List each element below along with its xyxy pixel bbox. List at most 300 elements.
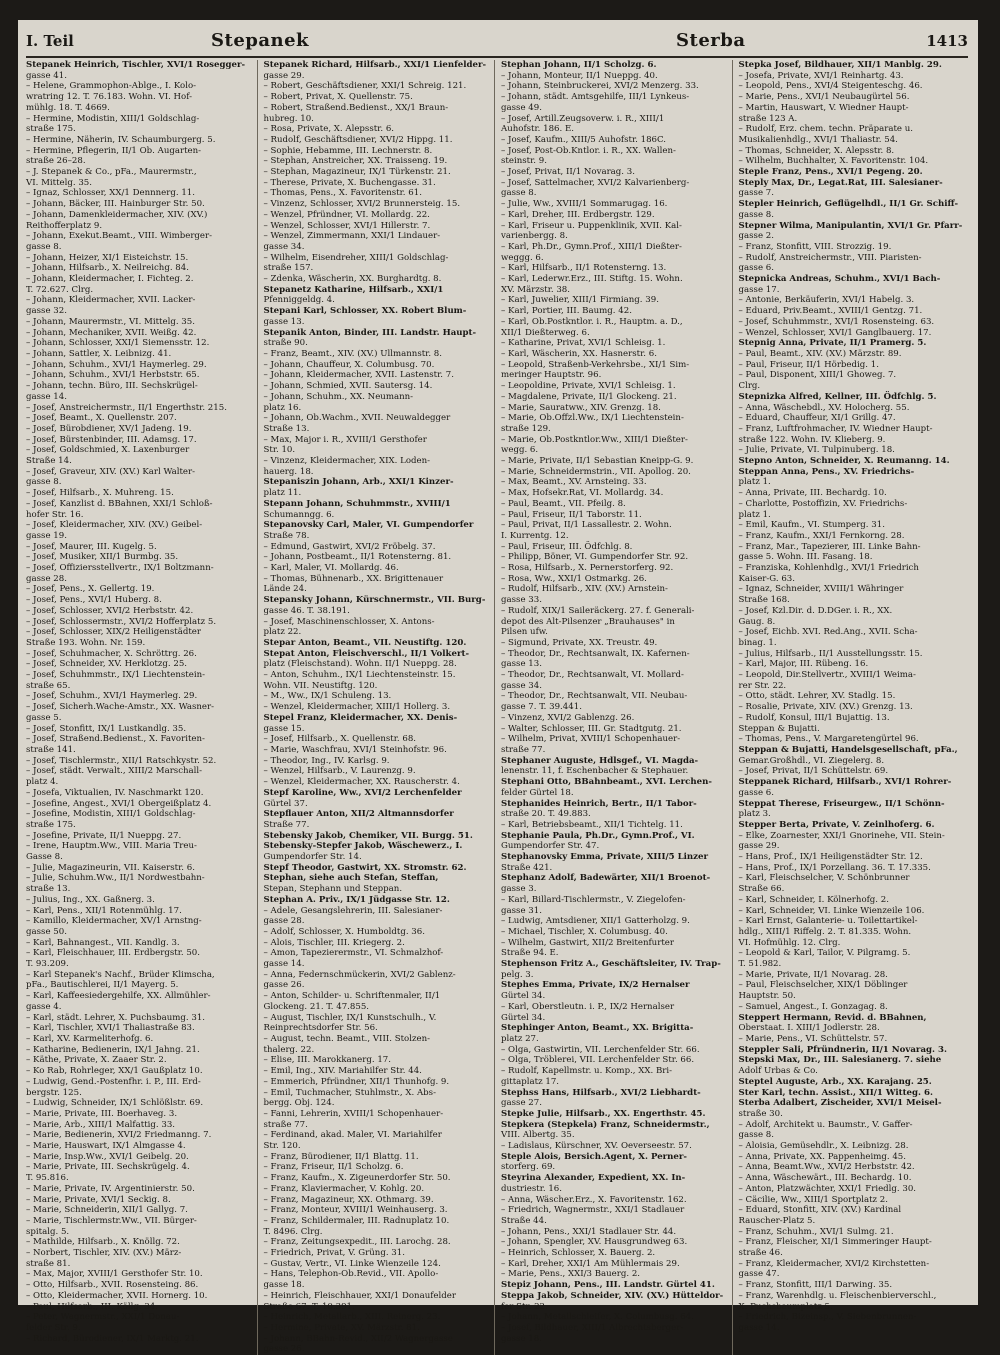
directory-entry-line: – Leopoldine, Private, XVI/1 Schleisg. 1. [501, 381, 676, 392]
directory-entry-line: Steyrina Alexander, Expedient, XX. In- [501, 1173, 686, 1184]
directory-entry-line: – Johann, Pens., XXI/1 Stadlauer Str. 44. [501, 1226, 677, 1237]
directory-entry-line: – Karl, Bahnangest., VII. Kandlg. 3. [26, 937, 180, 948]
directory-entry-line: – Stephan, Anstreicher, XX. Traisseng. 19. [263, 156, 448, 167]
directory-entry-line: – Josef, Bildhauer, XIII/1 Albrechtsberger- [501, 1322, 684, 1333]
directory-entry-line: – Karl, Schneider, VI. Linke Wienzeile 106. [738, 905, 925, 916]
directory-entry-line: Steppan & Bujatti. [738, 723, 820, 734]
directory-entry-line: – Karl, Dreher, XXI/1 Am Mühlermais 29. [501, 1258, 680, 1269]
directory-entry-line: gasse 46. T. 38.191. [263, 605, 350, 616]
directory-entry-line: Stepno Anton, Schneider, X. Reumanng. 14. [738, 456, 950, 467]
directory-entry-line: – Johann, Monteur, II/1 Nueppg. 40. [501, 70, 658, 81]
directory-entry-line: – Franz, Klaviermacher, V. Kohlg. 20. [263, 1183, 425, 1194]
column-4 [739, 60, 971, 1355]
directory-entry-line: gasse 13. [501, 659, 542, 670]
directory-entry-line: Wohn. VII. Neustiftg. 120. [263, 680, 378, 691]
directory-entry-line: – Josef, Artill.Zeugsoverw. i. R., XIII/1 [501, 113, 665, 124]
directory-entry-line: Sterba Adalbert, Zischeider, XVI/1 Meisel- [738, 1098, 942, 1109]
directory-entry-line: Stepke Julie, Hilfsarb., XX. Engerthstr. 45. [501, 1108, 706, 1119]
directory-entry-line: Steptel Auguste, Arb., XX. Karajang. 25. [738, 1076, 932, 1087]
directory-entry-line: Straße 94. E. [501, 948, 559, 959]
directory-entry-line: – Paul, Friseur, III. Ödfchlg. 8. [501, 541, 633, 552]
directory-entry-line: platz 22. [263, 627, 302, 638]
directory-entry-line: – Magdalene, Private, II/1 Glockeng. 21. [501, 391, 677, 402]
directory-entry-line: gasse 26. [263, 980, 305, 991]
directory-entry-line: – Josef, Sicherh.Wache-Amstr., XX. Wasner- [26, 702, 214, 713]
directory-entry-line: – Rudolf, Geschäftsdiener, XVI/2 Hippg. 11. [263, 134, 453, 145]
directory-entry-line: – Johann, Metallschleifer, X. Columbusg. 64. [501, 1312, 694, 1323]
directory-entry-line: gasse 8. [738, 209, 774, 220]
directory-entry-line: – Josef, Privat, II/1 Novarag. 3. [501, 167, 635, 178]
directory-entry-line: straße 26–28. [26, 156, 86, 167]
directory-entry-line: gasse 41. [26, 70, 67, 81]
directory-entry-line: – Ludwig, Amtsdiener, XII/1 Gatterholzg. 9. [501, 916, 690, 927]
directory-entry-line: – Rudolf, Hilfsarb., XIV. (XV.) Arnstein- [501, 584, 668, 595]
directory-entry-line: – Leopold & Karl, Tailor, V. Pilgramg. 5. [738, 948, 911, 959]
directory-entry-line: straße 81. [26, 1258, 71, 1269]
directory-entry-line: Stephanides Heinrich, Bertr., II/1 Tabor- [501, 798, 697, 809]
directory-entry-line: gasse 7. T. 39.441. [501, 702, 582, 713]
directory-entry-line: – Adolf, Architekt u. Baumstr., V. Gaffer- [738, 1119, 913, 1130]
directory-entry-line: – Franz, Kaufm., X. Zigeunerdorfer Str. 50. [263, 1173, 451, 1184]
directory-entry-line: – Theodor, Dr., Rechtsanwalt, VI. Mollard- [501, 670, 684, 681]
directory-entry-line: – Franz, Kleidermacher, XVI/2 Kirchstetten- [738, 1258, 930, 1269]
directory-entry-line: T. 72.627. Clrg. [26, 284, 94, 295]
directory-entry-line: gasse 5. [26, 712, 62, 723]
directory-entry-line: – Josef, Kleidermacher, XIV. (XV.) Geibel- [26, 520, 203, 531]
directory-entry-line: – Franz, Luftfrohmacher, IV. Wiedner Haupt- [738, 423, 933, 434]
directory-entry-line: – Wenzel, Pfründner, VI. Mollardg. 22. [263, 209, 430, 220]
directory-entry-line: – Josef, Post-Ob.Kntlor. i. R., XX. Wallen- [501, 145, 676, 156]
directory-entry-line: VI. Hofmühlg. 12. Clrg. [738, 937, 841, 948]
directory-entry-line: – Charlotte, Postoffizin, XV. Friedrichs- [738, 498, 908, 509]
directory-entry-line: – Anna, Wäscher.Erz., X. Favoritenstr. 162. [501, 1194, 687, 1205]
directory-entry-line: Ster Karl, techn. Assist., XII/1 Witteg. 6. [738, 1087, 933, 1098]
directory-entry-line: – Otto, Kleidermacher, XVII. Hornerg. 10. [26, 1290, 208, 1301]
directory-entry-line: – Josefine, Modistin, XIII/1 Goldschlag- [26, 809, 196, 820]
directory-entry-line: Gemar.Großhdl., VI. Ziegelerg. 8. [738, 755, 885, 766]
directory-entry-line: Gürtel 34. [501, 1012, 546, 1023]
directory-entry-line: Lände 24. [263, 584, 307, 595]
directory-entry-line: gasse 5. Wohn. III. Fasang. 18. [738, 552, 873, 563]
directory-entry-line: – Anna, Private, III. Bechardg. 10. [738, 488, 887, 499]
directory-entry-line: – Emil, Kaufm., VI. Stumperg. 31. [738, 520, 885, 531]
directory-entry-line: – Josef, Pens., XVI/1 Huberg. 8. [26, 595, 162, 606]
directory-entry-line: bergg. Obj. 124. [263, 1098, 335, 1109]
directory-entry-line: T. 51.982. [738, 959, 782, 970]
directory-entry-line: mühlg. 18. T. 4669. [26, 102, 110, 113]
directory-entry-line: – Rudolf, Anstreichermstr., VIII. Piaristen- [738, 252, 922, 263]
directory-entry-line: – Sophie, Hebamme, III. Lechnerstr. 8. [263, 145, 433, 156]
directory-entry-line: – Hermine, Näherin, IV. Schaumburgerg. 5. [26, 134, 216, 145]
directory-entry-line: straße 20. T. 49.883. [501, 809, 591, 820]
directory-entry-line: – Franz, Stonfitt, VIII. Strozzig. 19. [738, 241, 892, 252]
directory-entry-line: – Julius, Hilfsarb., II/1 Ausstellungsstr. 15. [738, 648, 923, 659]
directory-entry-line: – Ignaz, Schlosser, XX/1 Dennnerg. 11. [26, 188, 195, 199]
directory-entry-line: Stepka Josef, Bildhauer, XII/1 Manblg. 29. [738, 60, 942, 70]
directory-entry-line: – Josef, Schuhmmstr., IX/1 Liechtenstein- [26, 670, 206, 681]
directory-entry-line: hdlg., XIII/1 Riffelg. 2. T. 81.335. Wohn. [738, 926, 912, 937]
directory-entry-line: gasse 6. [738, 787, 774, 798]
directory-entry-line: Hauptstr. 50. [738, 991, 796, 1002]
directory-entry-line: – Richard, Bürodiener, IX/1 Marktg. 21. [26, 1333, 199, 1344]
directory-entry-line: – Martin, Hauswart, V. Wiedner Haupt- [738, 102, 909, 113]
directory-entry-line: – August, Tischler, IX/1 Kunstschulh., V. [263, 1012, 437, 1023]
directory-entry-line: – Karl, Pens., XII/1 Rotenmühlg. 17. [26, 905, 182, 916]
directory-entry-line: Straße 66. [738, 884, 785, 895]
directory-entry-line: Straße 77. [263, 819, 310, 830]
directory-entry-line: – Therese, Private, X. Buchengasse. 31. [263, 177, 436, 188]
directory-entry-line: – Olga, Tröblerei, VII. Lerchenfelder Str. 66. [501, 1055, 695, 1066]
directory-entry-line: – Josef, Schlossermstr., XVI/2 Hofferplatz 5. [26, 616, 217, 627]
directory-entry-line: – Max, Major, XVIII/1 Gersthofer Str. 10. [26, 1269, 203, 1280]
directory-entry-line: gittaplatz 17. [501, 1076, 560, 1087]
directory-entry-line: – Stephan, Magazineur, IX/1 Türkenstr. 21. [263, 167, 451, 178]
directory-entry-line: – Josef, Kaufm., XIII/5 Auhofstr. 186C. [501, 134, 667, 145]
directory-entry-line: Musikalienhdlg., XVI/1 Thaliastr. 54. [738, 134, 898, 145]
directory-entry-line: – Adele, Gesangslehrerin, III. Salesianer- [263, 905, 443, 916]
directory-entry-line: – Johann, Steinbruckerei, XVI/2 Menzerg. 33. [501, 81, 699, 92]
directory-entry-line: – Karl, Major, III. Rübeng. 16. [738, 659, 869, 670]
directory-entry-line: Schumanngg. 6. [263, 509, 335, 520]
directory-entry-line: – Johann, Schmied, XVII. Sautersg. 14. [263, 381, 433, 392]
directory-entry-line: Straße 168. [738, 595, 790, 606]
directory-entry-line: Steppler Sali, Pfründnerin, II/1 Novarag. 3. [738, 1044, 947, 1055]
directory-entry-line: platz 1. [738, 509, 771, 520]
directory-entry-line: – Elke, Zoarnester, XXI/1 Gnorinehe, VII. Stein- [738, 830, 945, 841]
directory-entry-line: gasse 7. [738, 188, 774, 199]
directory-entry-line: – Julius, Ing., XX. Gaßnerg. 3. [26, 894, 155, 905]
directory-entry-line: platz 1. [738, 477, 771, 488]
directory-entry-line: – Max, Major i. R., XVIII/1 Gersthofer [263, 434, 427, 445]
directory-entry-line: – Johann, Heizer, XI/1 Eisteichstr. 15. [26, 252, 189, 263]
directory-entry-line: – Wilhelm, Gastwirt, XII/2 Breitenfurter [501, 937, 674, 948]
directory-entry-line: gasse 33. [501, 595, 542, 606]
directory-entry-line: – Friedrich, Wagnermstr., XXI/1 Stadlauer [501, 1205, 685, 1216]
directory-entry-line: – Josef, Schneider, XV. Herklotzg. 25. [26, 659, 188, 670]
directory-entry-line: – Emil, Tuchmacher, Stuhlmstr., X. Abs- [263, 1087, 436, 1098]
directory-entry-line: Stepanek Richard, Hilfsarb., XXI/1 Lienfelder- [263, 60, 487, 70]
directory-entry-line: – Josef, Graveur, XIV. (XV.) Karl Walter- [26, 466, 195, 477]
directory-entry-line: Kaiser-G. 63. [738, 573, 795, 584]
directory-entry-line: – Josef, Straßend.Bedienst., X. Favoriten- [26, 734, 205, 745]
directory-entry-line: Clrg. [738, 381, 761, 392]
directory-entry-line: fer Str. 22. [501, 1301, 548, 1312]
directory-entry-line: – Josef, Schlosser, XIX/2 Heiligenstädter [26, 627, 201, 638]
directory-entry-line: gasse 8. [26, 241, 62, 252]
directory-entry-line: bergstr. 125. [26, 1087, 82, 1098]
directory-entry-line: – Marie, Pens., VI. Schüttelstr. 57. [738, 1033, 888, 1044]
directory-entry-line: – Hans, Prof., IX/1 Heiligenstädter Str. 12. [738, 852, 923, 863]
directory-entry-line: – Karl, Maler, VI. Mollardg. 46. [263, 563, 399, 574]
directory-entry-line: – Anton, Schilder- u. Schriftenmaler, II/1 [263, 991, 441, 1002]
directory-entry-line: – Franz, Monteur, XVIII/1 Weinhauserg. 3. [263, 1205, 448, 1216]
directory-entry-line: Stephan Johann, II/1 Scholzg. 6. [501, 60, 657, 70]
directory-entry-line: – Ludwig, Gend.-Postenfhr. i. P., III. Erd- [26, 1076, 201, 1087]
directory-entry-line: Stephan, siehe auch Stefan, Steffan, [263, 873, 439, 884]
directory-entry-line: – Wenzel, Kleidermacher, XIII/1 Hollerg. 3. [263, 702, 451, 713]
directory-entry-line: – Paul, Fleischselcher, XIX/1 Döblinger [738, 980, 908, 991]
directory-entry-line: – Helene, Grammophon-Ablge., I. Kolo- [26, 81, 197, 92]
directory-entry-line: – Franz, Fleischer, XI/1 Simmeringer Haupt- [738, 1237, 932, 1248]
directory-entry-line: – Karl, Tischler, XVI/1 Thaliastraße 83. [26, 1023, 195, 1034]
directory-entry-line: – Otto, städt. Lehrer, XV. Stadlg. 15. [738, 691, 896, 702]
directory-entry-line: T. 95.816. [26, 1173, 69, 1184]
directory-entry-line: – Wilhelm, Buchhalter, X. Favoritenstr. 104. [738, 156, 929, 167]
directory-entry-line: – Johann, Damenkleidermacher, XIV. (XV.) [26, 209, 208, 220]
directory-entry-line: – Josef, Hilfsarb., X. Muhreng. 15. [26, 488, 174, 499]
directory-entry-line: – Wilhelm, Privat, XVIII/1 Schopenhauer- [501, 734, 681, 745]
directory-entry-line: platz (Fleischstand). Wohn. II/1 Nueppg. 28. [263, 659, 457, 670]
directory-entry-line: – Ferdinand, akad. Maler, VI. Mariahilfer [263, 1130, 442, 1141]
directory-entry-line: – Johann, Exekut.Beamt., VIII. Wimberger- [26, 231, 213, 242]
directory-entry-line: – Norbert, Tischler, XIV. (XV.) März- [26, 1248, 182, 1259]
directory-entry-line: – Paul, Beamt., XIV. (XV.) Märzstr. 89. [738, 348, 902, 359]
directory-entry-line: – Hans, Telephon-Ob.Revid., VII. Apollo- [263, 1269, 439, 1280]
directory-entry-line: – Anna, Beamt.Ww., XVI/2 Herbststr. 42. [738, 1162, 915, 1173]
directory-entry-line: gasse 14. [738, 1322, 780, 1333]
directory-entry-line: gasse 18. [501, 1333, 542, 1344]
directory-entry-line: platz 16. [263, 402, 302, 413]
directory-entry-line: Stepanek Heinrich, Tischler, XVI/1 Rosegger- [26, 60, 246, 70]
directory-entry-line: – Paul, Disponent, XIII/1 Ghoweg. 7. [738, 370, 897, 381]
column-2 [264, 60, 496, 1355]
directory-entry-line: Stephes Emma, Private, IX/2 Hernalser [501, 980, 690, 991]
directory-entry-line: – Marie, Ob.Offzl.Ww., IX/1 Liechtenstein- [501, 413, 684, 424]
directory-entry-line: gasse 3. [501, 884, 537, 895]
directory-entry-line: – Franziska, Kohlenhdlg., XVI/1 Friedrich [738, 563, 919, 574]
directory-entry-line: – Leopold, Dir.Stellvertr., XVIII/1 Weima- [738, 670, 916, 681]
directory-entry-line: – Josefa, Private, XVI/1 Reinhartg. 43. [738, 70, 904, 81]
directory-entry-line: – Rosalie, Private, XIV. (XV.) Grenzg. 13. [738, 702, 913, 713]
directory-entry-line: – Karl, Lederwr.Erz., III. Stiftg. 15. Wohn. [501, 274, 683, 285]
directory-entry-line: – Josef, Beamt., X. Quellenstr. 207. [26, 413, 177, 424]
directory-entry-line: Stepler Heinrich, Geflügelhdl., II/1 Gr. Schiff- [738, 199, 959, 210]
directory-entry-line: Adolf Urbas & Co. [738, 1066, 818, 1077]
directory-entry-line: – Paul, Friseur, II/1 Hörbedig. 1. [738, 359, 879, 370]
directory-entry-line: Straße 193. Wohn. Nr. 159. [26, 637, 146, 648]
directory-entry-line: binag. 1. [738, 637, 777, 648]
directory-entry-line: Stepnicka Andreas, Schuhm., XVI/1 Bach- [738, 274, 941, 285]
directory-entry-line: – Julie, Ww., XVIII/1 Sommarugag. 16. [501, 199, 668, 210]
directory-entry-line: – Heinrich, Fleischhauer, XXI/1 Donaufelder [263, 1290, 456, 1301]
directory-entry-line: – Karl Stepanek's Nachf., Brüder Klimscha, [26, 969, 215, 980]
directory-entry-line: – Cäcilie, Ww., XIII/1 Sportplatz 2. [738, 1194, 889, 1205]
directory-entry-line: – Vinzenz, Kleidermacher, XIX. Loden- [263, 456, 431, 467]
directory-entry-line: – Marie, Private, IV. Argentinierstr. 50. [26, 1183, 195, 1194]
directory-entry-line: dustriestr. 16. [501, 1183, 562, 1194]
directory-entry-line: wratring 12. T. 76.183. Wohn. VI. Hof- [26, 92, 192, 103]
directory-entry-line: – Elise, III. Marokkanerg. 17. [263, 1055, 392, 1066]
directory-entry-line: – Marie, Insp.Ww., XVI/1 Geibelg. 20. [26, 1151, 189, 1162]
directory-entry-line: – Peter, Wagnermstr., XXI/1 Donau- [26, 1312, 180, 1323]
directory-entry-line: Straße 14. [26, 456, 72, 467]
directory-entry-line: – Otto, Hilfsarb., XVII. Rosensteing. 86. [26, 1280, 199, 1291]
directory-entry-line: – Karl, Ob.Postkntlor. i. R., Hauptm. a. D., [501, 316, 683, 327]
directory-entry-line: – Julie, Schuhm.Ww., II/1 Nordwestbahn- [26, 873, 205, 884]
directory-entry-line: X. Puchsbaumplatz 5. [738, 1301, 833, 1312]
directory-entry-line: gasse 19. [26, 530, 67, 541]
directory-entry-line: platz 3. [738, 809, 771, 820]
directory-entry-line: depot des Alt-Pilsenzer „Brauhauses" in [501, 616, 675, 627]
directory-entry-line: gasse 8. [26, 477, 62, 488]
directory-entry-line: – Johann, Schuhm., XX. Neumann- [263, 391, 414, 402]
page-number: 1413 [926, 32, 968, 50]
directory-entry-line: – Josef, Anstreichermstr., II/1 Engerthstr. 215. [26, 402, 227, 413]
directory-entry-line: – Wenzel, Schlosser, XVI/1 Hillerstr. 7. [263, 220, 431, 231]
directory-entry-line: hofer Str. 16. [26, 509, 84, 520]
directory-entry-line: Gürtel 34. [501, 991, 546, 1002]
directory-entry-line: – Josef, Privat, II/1 Schüttelstr. 69. [738, 766, 889, 777]
directory-entry-line: straße 122. Wohn. IV. Klieberg. 9. [738, 434, 886, 445]
directory-entry-line: gasse 29. [263, 70, 305, 81]
directory-entry-line: – Robert, Straßend.Bedienst., XX/1 Braun- [263, 102, 449, 113]
directory-entry-line: – Rosa, Hilfsarb., X. Pernerstorferg. 92. [501, 563, 674, 574]
directory-entry-line: – Marie, Private, II/1 Novarag. 28. [738, 969, 888, 980]
directory-entry-line: – Josef, Kzl.Dir. d. D.DGer. i. R., XX. [738, 605, 893, 616]
directory-entry-line: Glockeng. 21. T. 47.855. [263, 1001, 370, 1012]
directory-entry-line: – Josef, Eichb. XVI. Red.Ang., XVII. Scha- [738, 627, 918, 638]
directory-entry-line: Rauscher-Platz 5. [738, 1215, 816, 1226]
directory-entry-line: – Ko Rab, Rohrleger, XX/1 Gaußplatz 10. [26, 1066, 203, 1077]
directory-entry-line: – Franz, Magazineur, XX. Othmarg. 39. [263, 1194, 434, 1205]
directory-entry-line: – Johann, Spengler, XV. Hausgrundweg 63. [501, 1237, 688, 1248]
directory-entry-line: Stepann Johann, Schuhmmstr., XVIII/1 [263, 498, 451, 509]
directory-entry-line: – Walter, Schlosser, III. Gr. Stadtgutg. 21. [501, 723, 682, 734]
directory-entry-line: – Wenzel, Schlosser, XVI/1 Ganglbauerg. 17. [738, 327, 932, 338]
directory-entry-line: Pfenniggeldg. 4. [263, 295, 335, 306]
directory-entry-line: straße 46. [738, 1248, 783, 1259]
directory-entry-line: – Emmerich, Pfründner, XII/1 Thunhofg. 9. [263, 1076, 450, 1087]
directory-entry-line: – Hermine, Pflegerin, II/1 Ob. Augarten- [26, 145, 202, 156]
directory-entry-line: thalerg. 22. [263, 1044, 315, 1055]
directory-entry-line: – Ladislaus, Kürschner, XV. Oeverseestr. 57. [501, 1141, 692, 1152]
directory-page [18, 20, 978, 1355]
directory-entry-line: straße 30. [738, 1108, 783, 1119]
directory-entry-line: gasse 31. [501, 905, 542, 916]
directory-entry-line: gasse 14. [263, 959, 305, 970]
directory-entry-line: – Josef, Pens., X. Gellertg. 19. [26, 584, 155, 595]
directory-entry-line: – Josef, Maurer, III. Kugelg. 5. [26, 541, 157, 552]
directory-entry-line: – Theodor, Dr., Rechtsanwalt, VII. Neubau- [501, 691, 688, 702]
directory-entry-line: straße 141. [26, 745, 76, 755]
directory-entry-line: Stepaniszin Johann, Arb., XXI/1 Kinzer- [263, 477, 454, 488]
directory-entry-line: Steppa Jakob, Schneider, XIV. (XV.) Hütteldor- [501, 1290, 724, 1301]
directory-entry-line: Steppan Anna, Pens., XV. Friedrichs- [738, 466, 915, 477]
page-header [26, 28, 968, 58]
directory-entry-line: pFa., Bautischlerei, II/1 Mayerg. 5. [26, 980, 179, 991]
directory-entry-line: Steppert Hermann, Revid. d. BBahnen, [738, 1012, 927, 1023]
directory-entry-line: Oberstaat. I. XIII/1 Jodlerstr. 28. [738, 1023, 880, 1034]
directory-entry-line: – Johann, Ob.Wachm., XVII. Neuwaldegger [263, 413, 451, 424]
directory-entry-line: – Theodor, Dr., Rechtsanwalt, IX. Kafernen- [501, 648, 690, 659]
directory-entry-line: – Marie, Sauratww., XIV. Grenzg. 18. [501, 402, 661, 413]
directory-entry-line: varienbergg. 8. [501, 231, 568, 242]
directory-entry-line: gasse 27. [501, 1098, 542, 1109]
directory-entry-line: – Johann, BBahn-Revid., XII/2 Wagnergasse [263, 1333, 453, 1344]
directory-entry-line: felder Gürtel 18. [501, 787, 574, 798]
directory-entry-line: – Johann, Postbeamt., II/1 Rotensterng. 81. [263, 552, 452, 563]
directory-entry-line: – Josef, Bürobdiener, XV/1 Jadeng. 19. [26, 423, 192, 434]
directory-entry-line: – Marie, Private, III. Sechskrügelg. 4. [26, 1162, 190, 1173]
directory-entry-line: – Max, Beamt., XV. Arnsteing. 33. [501, 477, 647, 488]
directory-entry-line: – Josef, Schuhmacher, X. Schröttrg. 26. [26, 648, 197, 659]
directory-entry-line: Stepnig Anna, Private, II/1 Pramerg. 5. [738, 338, 927, 349]
directory-entry-line: – Franz, Bürodiener, II/1 Blattg. 11. [263, 1151, 419, 1162]
directory-entry-line: Stephanovsky Emma, Private, XIII/5 Linzer [501, 852, 709, 863]
directory-entry-line: – Karl, XV. Karmeliterhofg. 6. [26, 1033, 154, 1044]
directory-entry-line: Steppanek Richard, Hilfsarb., XVI/1 Rohrer- [738, 777, 952, 788]
directory-entry-line: – Gustav, Vertr., VI. Linke Wienzeile 124. [263, 1258, 441, 1269]
directory-entry-line: gasse 14. [26, 391, 67, 402]
directory-entry-line: Stephinger Anton, Beamt., XX. Brigitta- [501, 1023, 694, 1034]
directory-entry-line: – Johann, Mechaniker, XVII. Weißg. 42. [26, 327, 197, 338]
directory-entry-line: – Karl, Wäscherin, XX. Hasnerstr. 6. [501, 348, 657, 359]
directory-entry-line: – Johann, Schuhm., XVI/1 Herbststr. 65. [26, 370, 200, 381]
directory-entry-line: – Marie, Bedienerin, XVI/2 Friedmanng. 7. [26, 1130, 212, 1141]
directory-entry-line: Stepat Anton, Fleischverschl., II/1 Volkert- [263, 648, 470, 659]
directory-entry-line: – Karl, Betriebsbeamt., XII/1 Tichtelg. 11. [501, 819, 683, 830]
directory-entry-line: rer Str. 22. [738, 680, 787, 691]
directory-entry-line: Stephani Otto, BBahnbeamt., XVI. Lerchen- [501, 777, 712, 788]
directory-entry-line: Steppat Therese, Friseurgew., II/1 Schönn- [738, 798, 945, 809]
directory-entry-line: – Franz, Friseur, II/1 Scholzg. 6. [263, 1162, 404, 1173]
directory-entry-line: – Max, Hofsekr.Rat, VI. Mollardg. 34. [501, 488, 664, 499]
directory-entry-line: Stebensky-Stepfer Jakob, Wäschewerz., I. [263, 841, 463, 852]
directory-entry-line: Straße 67. T. 10.391. [263, 1301, 355, 1312]
directory-entry-line: – Karl, Hilfsarb., II/1 Rotensterng. 13. [501, 263, 667, 274]
directory-entry-line: – Vinzenz, Schlosser, XVI/2 Brunnersteig. 15. [263, 199, 461, 210]
directory-entry-line: – Karl, Friseur u. Puppenklinik, XVII. Kal- [501, 220, 682, 231]
directory-entry-line: Stepanetz Katharine, Hilfsarb., XXI/1 [263, 284, 444, 295]
directory-entry-line: Stephanie Paula, Ph.Dr., Gymn.Prof., VI. [501, 830, 695, 841]
running-head-left: Stepanek [211, 30, 310, 51]
directory-entry-line: – Karl, Ph.Dr., Gymn.Prof., XIII/1 Dießter- [501, 241, 682, 252]
directory-entry-line: – Thomas, Schneider, X. Alepsstr. 8. [738, 145, 895, 156]
directory-entry-line: Steply Max, Dr., Legat.Rat, III. Salesianer- [738, 177, 943, 188]
directory-entry-line: – Eduard, Chauffeur, XI/1 Grillg. 47. [738, 413, 896, 424]
directory-entry-line: – Marie, Tischlermstr.Ww., VII. Bürger- [26, 1215, 197, 1226]
directory-entry-line: – Katharine, Privat, XVI/1 Schleisg. 1. [501, 338, 666, 349]
directory-entry-line: gasse 2. [738, 231, 774, 242]
directory-entry-line: Pilsen ufw. [501, 627, 548, 638]
directory-entry-line: – Josefine, Private, II/1 Nueppg. 27. [26, 830, 182, 841]
directory-entry-line: – Anna, Federnschmückerin, XVI/2 Gablenz- [263, 969, 456, 980]
directory-entry-line: Stephan A. Priv., IX/1 Jüdgasse Str. 12. [263, 894, 450, 905]
directory-entry-line: – August, techn. Beamt., VIII. Stolzen- [263, 1033, 431, 1044]
directory-entry-line: – Karl, Billard-Tischlermstr., V. Ziegelofen- [501, 894, 686, 905]
directory-entry-line: – Rudolf, Konsul, III/1 Bujattig. 13. [738, 712, 890, 723]
directory-entry-line: – Fanni, Lehrerin, XVIII/1 Schopenhauer- [263, 1108, 444, 1119]
directory-entry-line: – Karl, Fleischhauer, III. Erdbergstr. 50. [26, 948, 200, 959]
directory-entry-line: – Franz, Beamt., XIV. (XV.) Ullmannstr. 8. [263, 348, 443, 359]
directory-entry-line: – Rudolf, XIX/1 Saileräckerg. 27. f. Generali- [501, 605, 695, 616]
directory-entry-line: – Eduard, Priv.Beamt., XVIII/1 Gentzg. 71. [738, 306, 923, 317]
directory-entry-line: Stepanovsky Carl, Maler, VI. Gumpendorfer [263, 520, 474, 531]
directory-entry-line: weggg. 6. [501, 252, 544, 263]
directory-entry-line: – Anna, Private, XX. Pappenheimg. 45. [738, 1151, 907, 1162]
directory-entry-line: Stepski Max, Dr., III. Salesianerg. 7. siehe [738, 1055, 942, 1066]
directory-entry-line: gasse 8. [738, 1130, 774, 1141]
directory-entry-line: Gürtel 37. [263, 798, 308, 809]
directory-entry-line: – Paul, Privat, II/1 Lassallestr. 2. Wohn. [501, 520, 672, 531]
directory-entry-line: VI. Mittelg. 35. [26, 177, 92, 188]
directory-entry-line: – Thomas, Pens., V. Margaretengürtel 96. [738, 734, 919, 745]
directory-entry-line: – Julie, Private, VI. Tulpinuberg. 18. [738, 445, 895, 456]
directory-entry-line: – Franz, Warenhdlg. u. Fleischenbierverschl., [738, 1290, 937, 1301]
directory-entry-line: Stepiz Johann, Pens., III. Landstr. Gürtel 41. [501, 1280, 715, 1291]
directory-entry-line: – Josef, Goldschmied, X. Laxenburger [26, 445, 190, 456]
directory-entry-line: – Ludwig, Schneider, IX/1 Schlößlstr. 69. [26, 1098, 204, 1109]
